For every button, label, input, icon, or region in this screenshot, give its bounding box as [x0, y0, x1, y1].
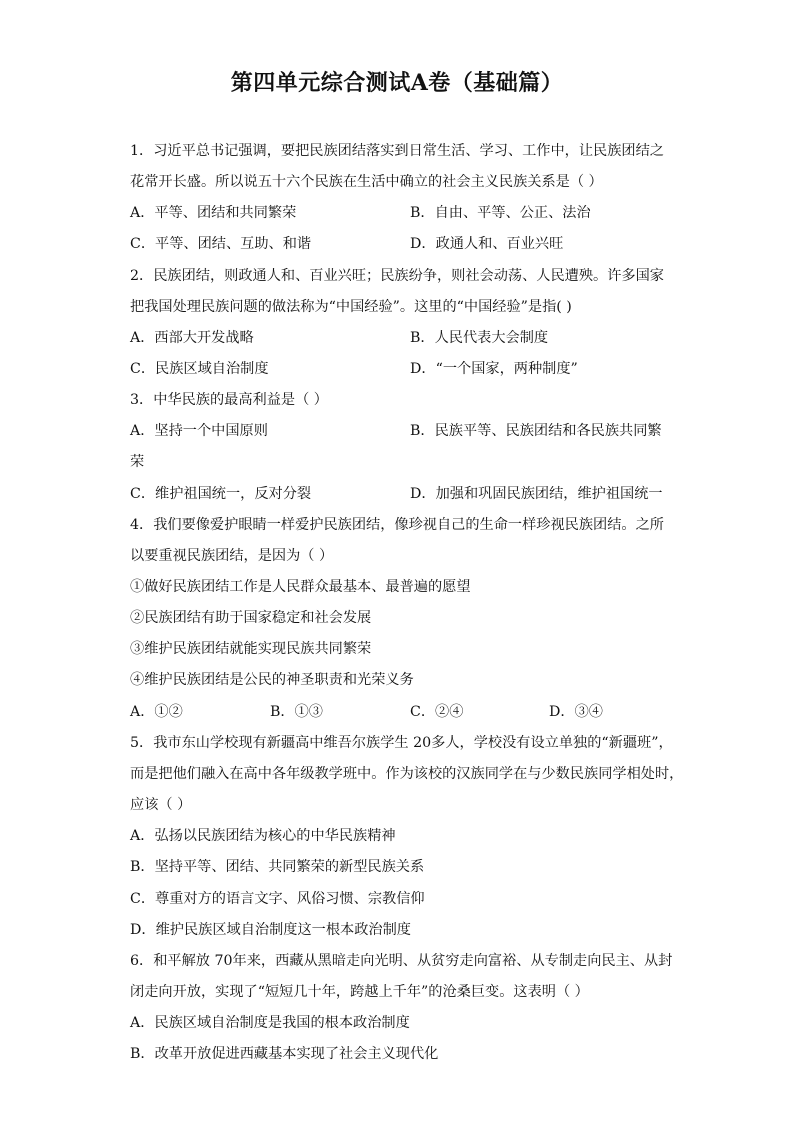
q4-stem-line2: 以要重视民族团结，是因为（ ） — [130, 548, 334, 564]
q4-item-2: ②民族团结有助于国家稳定和社会发展 — [130, 610, 372, 626]
q2-option-c: C．民族区域自治制度 — [130, 361, 269, 377]
q4-item-3: ③维护民族团结就能实现民族共同繁荣 — [130, 641, 372, 657]
q4-item-1: ①做好民族团结工作是人民群众最基本、最普遍的愿望 — [130, 579, 471, 595]
page-title: 第四单元综合测试A卷（基础篇） — [230, 70, 564, 96]
q4-stem-line1: 4．我们要像爱护眼睛一样爱护民族团结，像珍视自己的生命一样珍视民族团结。之所 — [130, 517, 664, 533]
q6-option-b: B．改革开放促进西藏基本实现了社会主义现代化 — [130, 1046, 439, 1062]
q5-option-c: C．尊重对方的语言文字、风俗习惯、宗教信仰 — [130, 891, 425, 907]
q2-option-b: B．人民代表大会制度 — [410, 330, 549, 346]
q3-option-b-line2: 荣 — [130, 454, 145, 470]
q4-option-b: B．①③ — [270, 704, 323, 720]
q4-option-a: A．①② — [130, 704, 183, 720]
q3-option-d: D．加强和巩固民族团结，维护祖国统一 — [410, 486, 663, 502]
q1-stem-line1: 1．习近平总书记强调，要把民族团结落实到日常生活、学习、工作中，让民族团结之 — [130, 143, 664, 159]
q4-item-4: ④维护民族团结是公民的神圣职责和光荣义务 — [130, 672, 414, 688]
q3-option-a: A．坚持一个中国原则 — [130, 423, 268, 439]
q1-option-c: C．平等、团结、互助、和谐 — [130, 236, 312, 252]
q2-stem-line2: 把我国处理民族问题的做法称为“中国经验”。这里的“中国经验”是指( ) — [130, 299, 572, 315]
q1-stem-line2: 花常开长盛。所以说五十六个民族在生活中确立的社会主义民族关系是（ ） — [130, 174, 603, 190]
q3-stem-line1: 3．中华民族的最高利益是（ ） — [130, 392, 328, 408]
q5-stem-line1: 5．我市东山学校现有新疆高中维吾尔族学生 20多人，学校没有设立单独的“新疆班”， — [130, 735, 673, 751]
q4-option-d: D．③④ — [549, 704, 603, 720]
q6-option-a: A．民族区域自治制度是我国的根本政治制度 — [130, 1015, 410, 1031]
q6-stem-line2: 闭走向开放，实现了“短短几十年，跨越上千年”的沧桑巨变。这表明（ ） — [130, 984, 589, 1000]
q2-stem-line1: 2．民族团结，则政通人和、百业兴旺；民族纷争，则社会动荡、人民遭殃。许多国家 — [130, 268, 664, 284]
q2-option-d: D．“一个国家，两种制度” — [410, 361, 578, 377]
q3-option-b-line1: B．民族平等、民族团结和各民族共同繁 — [410, 423, 662, 439]
q5-option-a: A．弘扬以民族团结为核心的中华民族精神 — [130, 828, 396, 844]
q1-option-d: D．政通人和、百业兴旺 — [410, 236, 564, 252]
q1-option-a: A．平等、团结和共同繁荣 — [130, 205, 297, 221]
q4-option-c: C．②④ — [410, 704, 464, 720]
q1-option-b: B．自由、平等、公正、法治 — [410, 205, 591, 221]
q6-stem-line1: 6．和平解放 70年来，西藏从黑暗走向光明、从贫穷走向富裕、从专制走向民主、从封 — [130, 953, 673, 969]
q5-stem-line3: 应该（ ） — [130, 797, 192, 813]
q5-option-d: D．维护民族区域自治制度这一根本政治制度 — [130, 922, 411, 938]
q5-option-b: B．坚持平等、团结、共同繁荣的新型民族关系 — [130, 859, 425, 875]
q3-option-c: C．维护祖国统一，反对分裂 — [130, 486, 312, 502]
q5-stem-line2: 而是把他们融入在高中各年级教学班中。作为该校的汉族同学在与少数民族同学相处时， — [130, 766, 684, 782]
q2-option-a: A．西部大开发战略 — [130, 330, 254, 346]
